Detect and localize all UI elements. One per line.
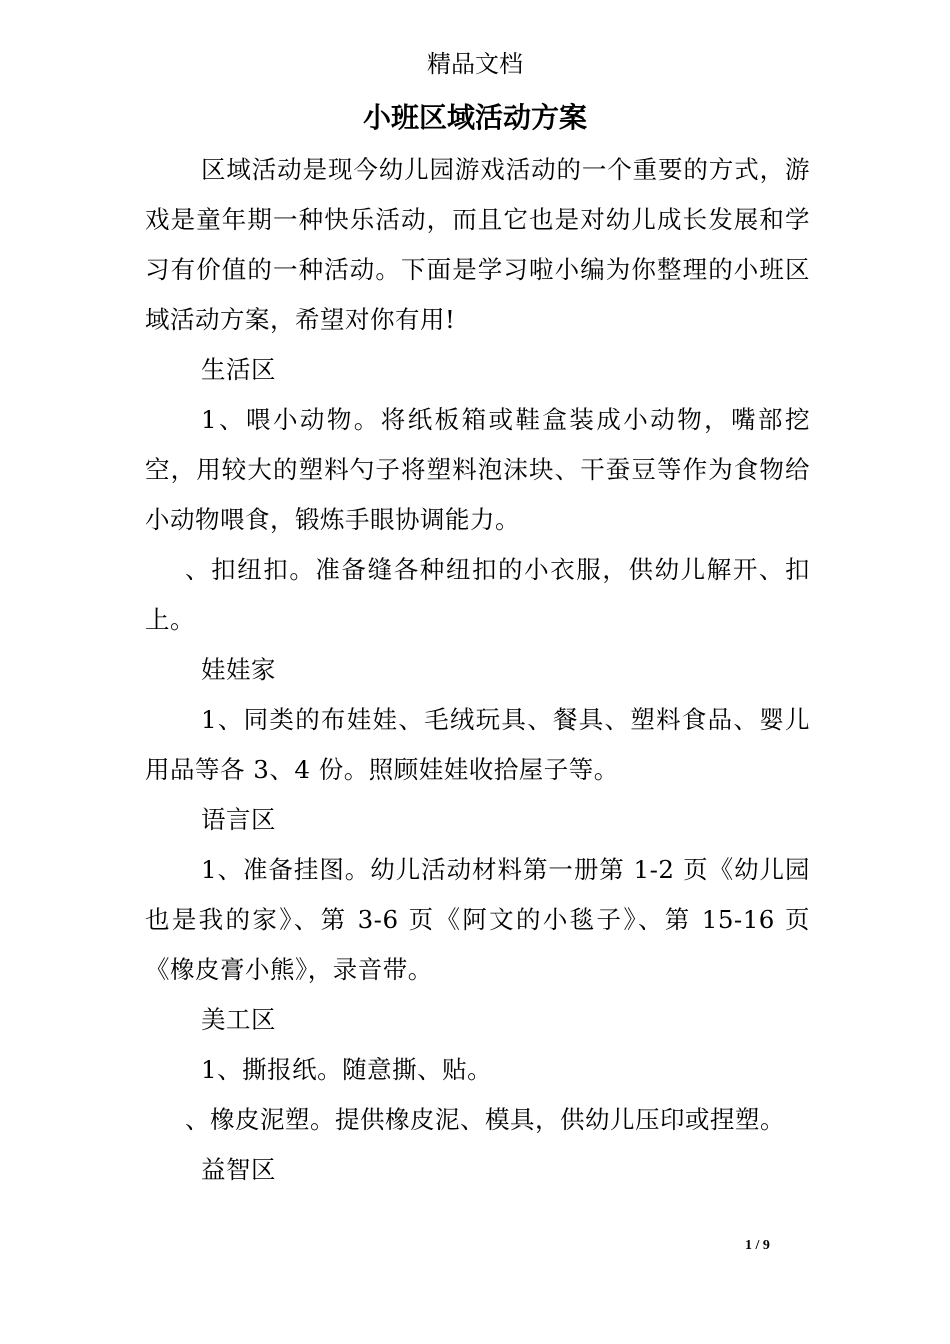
header-label: 精品文档 [427, 50, 523, 78]
section-heading-language-area: 语言区 [201, 805, 276, 834]
list-item: 1、准备挂图。幼儿活动材料第一册第 1-2 页《幼儿园也是我的家》、第 3-6 页《阿文的小毯子》、第 15-16 页《橡皮膏小熊》，录音带。 [145, 855, 810, 984]
document-body [145, 145, 810, 1195]
list-item: 1、喂小动物。将纸板箱或鞋盒装成小动物，嘴部挖空，用较大的塑料勺子将塑料泡沫块、干蚕豆等作为食物给小动物喂食，锻炼手眼协调能力。 [145, 405, 810, 534]
intro-paragraph: 区域活动是现今幼儿园游戏活动的一个重要的方式，游戏是童年期一种快乐活动，而且它也是对幼儿成长发展和学习有价值的一种活动。下面是学习啦小编为你整理的小班区域活动方案，希望对你有用! [145, 155, 810, 334]
list-item: 1、同类的布娃娃、毛绒玩具、餐具、塑料食品、婴儿用品等各 3、4 份。照顾娃娃收拾屋子等。 [145, 705, 810, 784]
list-item: 、橡皮泥塑。提供橡皮泥、模具，供幼儿压印或捏塑。 [185, 1105, 785, 1134]
page-number: 1 / 9 [745, 1238, 770, 1253]
list-item: 1、撕报纸。随意撕、贴。 [201, 1055, 493, 1084]
list-item: 、扣纽扣。准备缝各种纽扣的小衣服，供幼儿解开、扣上。 [145, 555, 810, 634]
section-heading-puzzle-area: 益智区 [201, 1155, 276, 1184]
section-heading-doll-house: 娃娃家 [201, 655, 276, 684]
document-title: 小班区域活动方案 [362, 101, 587, 134]
section-heading-life-area: 生活区 [201, 355, 276, 384]
section-heading-art-area: 美工区 [201, 1005, 276, 1034]
